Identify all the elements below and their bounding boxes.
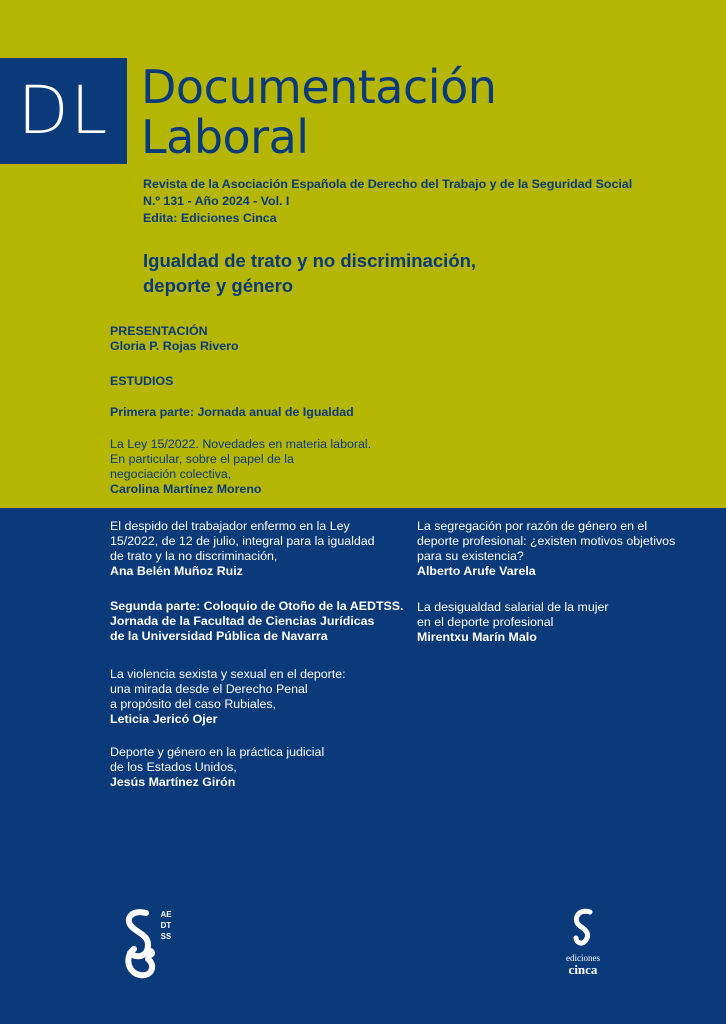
- estudios-label: ESTUDIOS: [110, 374, 174, 388]
- presentacion-label: PRESENTACIÓN: [110, 324, 208, 338]
- issue-theme-line1: Igualdad de trato y no discriminación,: [143, 250, 477, 271]
- dl-logo-text: DL: [17, 72, 110, 149]
- article-1-line1: La Ley 15/2022. Novedades en materia laboral.: [110, 437, 372, 451]
- article-3-line1: La violencia sexista y sexual en el deporte:: [110, 667, 346, 681]
- journal-title-line1: Documentación: [141, 60, 497, 114]
- article-3: [110, 667, 346, 727]
- article-1-author: Carolina Martínez Moreno: [110, 482, 262, 496]
- bottom-band: [0, 508, 726, 1024]
- issue-theme: [143, 248, 476, 298]
- cinca-logo-mark: [568, 908, 598, 948]
- article-4-line1: Deporte y género en la práctica judicial: [110, 745, 325, 759]
- aedtss-logo: [118, 905, 178, 985]
- article-5-line1: La segregación por razón de género en el: [417, 519, 648, 533]
- article-5: [417, 519, 675, 579]
- article-2-author: Ana Belén Muñoz Ruiz: [110, 564, 243, 578]
- article-2-line1: El despido del trabajador enfermo en la Ley: [110, 519, 350, 533]
- article-4-author: Jesús Martínez Girón: [110, 775, 236, 789]
- cinca-logo-line1: ediciones: [566, 953, 600, 963]
- cinca-logo: [553, 908, 613, 980]
- publisher-label: Edita:: [143, 211, 178, 225]
- issue-theme-line2: deporte y género: [143, 275, 294, 296]
- presentacion-section: [110, 324, 239, 354]
- dl-logo-box: [0, 58, 127, 164]
- article-6-author: Mirentxu Marín Malo: [417, 630, 537, 644]
- part2-line3: de la Universidad Pública de Navarra: [110, 629, 328, 643]
- article-6-line1: La desigualdad salarial de la mujer: [417, 600, 609, 614]
- journal-title: [141, 62, 496, 162]
- article-5-line2: deporte profesional: ¿existen motivos objetivos: [417, 534, 676, 548]
- article-6-line2: en el deporte profesional: [417, 615, 554, 629]
- article-2-line2: 15/2022, de 12 de julio, integral para la igualdad: [110, 534, 375, 548]
- article-4-line2: de los Estados Unidos,: [110, 760, 237, 774]
- article-3-author: Leticia Jericó Ojer: [110, 712, 218, 726]
- article-2-line3: de trato y la no discriminación,: [110, 549, 278, 563]
- article-1: [110, 437, 371, 497]
- article-5-line3: para su existencia?: [417, 549, 524, 563]
- publisher-name: Ediciones Cinca: [180, 211, 277, 225]
- journal-title-line2: Laboral: [141, 110, 309, 164]
- part2-label: [110, 599, 404, 644]
- publisher-line: [143, 211, 277, 225]
- article-1-line3: negociación colectiva,: [110, 467, 232, 481]
- part2-line1: Segunda parte: Coloquio de Otoño de la AEDTSS.: [110, 599, 404, 613]
- article-2: [110, 519, 375, 579]
- article-3-line2: una mirada desde el Derecho Penal: [110, 682, 308, 696]
- article-4: [110, 745, 324, 790]
- aedtss-logo-text: AEDTSS: [160, 910, 172, 941]
- article-6: [417, 600, 609, 645]
- presentacion-author: Gloria P. Rojas Rivero: [110, 339, 239, 353]
- cinca-logo-line2: cinca: [568, 962, 598, 977]
- journal-subtitle: Revista de la Asociación Española de Derecho del Trabajo y de la Seguridad Social: [143, 177, 633, 191]
- part2-line2: Jornada de la Facultad de Ciencias Jurídicas: [110, 614, 375, 628]
- article-5-author: Alberto Arufe Varela: [417, 564, 536, 578]
- issue-info: N.º 131 - Año 2024 - Vol. I: [143, 194, 290, 208]
- article-1-line2: En particular, sobre el papel de la: [110, 452, 294, 466]
- part1-label: Primera parte: Jornada anual de Igualdad: [110, 405, 354, 419]
- article-3-line3: a propósito del caso Rubiales,: [110, 697, 276, 711]
